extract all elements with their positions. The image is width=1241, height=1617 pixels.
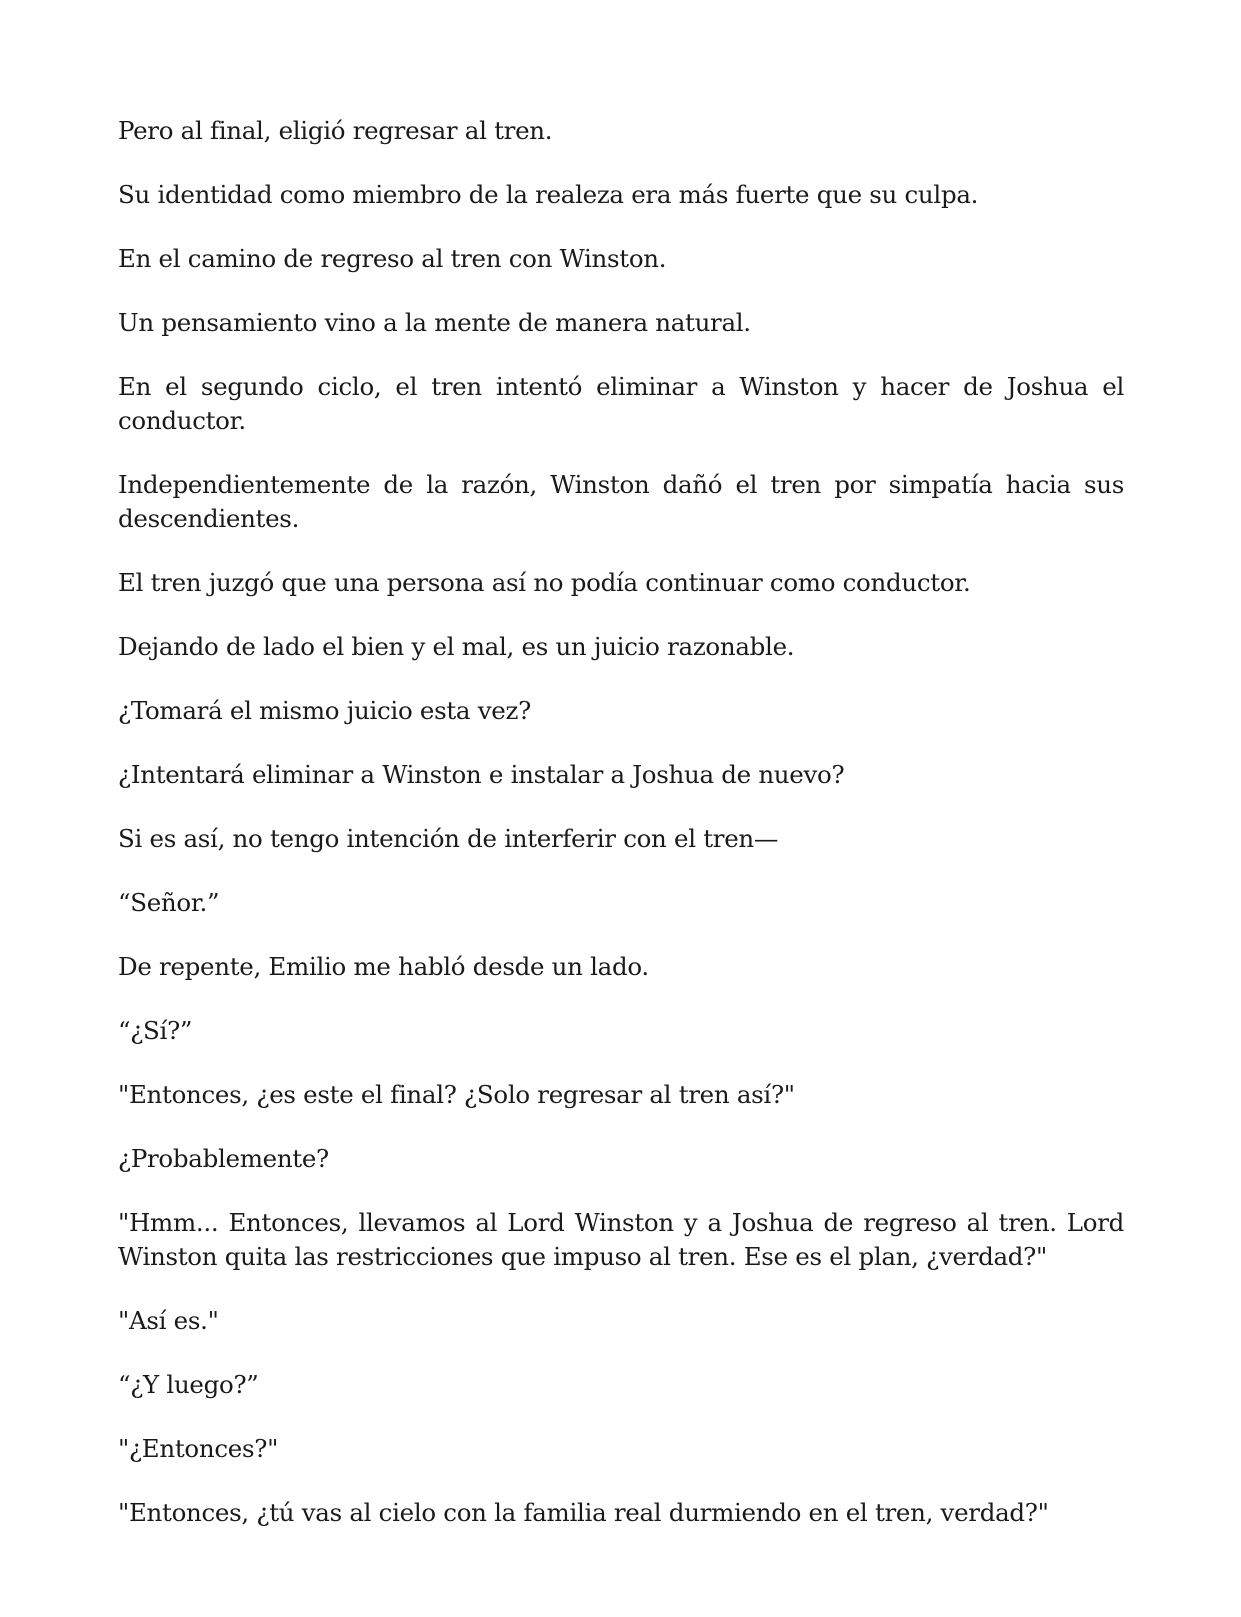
paragraph: "Entonces, ¿tú vas al cielo con la familia real durmiendo en el tren, verdad?"	[118, 1498, 1049, 1527]
paragraph: "¿Entonces?"	[118, 1434, 279, 1463]
paragraph: Pero al final, eligió regresar al tren.	[118, 116, 553, 145]
paragraph: Un pensamiento vino a la mente de manera natural.	[118, 308, 751, 337]
paragraph: ¿Tomará el mismo juicio esta vez?	[118, 696, 531, 725]
paragraph: Dejando de lado el bien y el mal, es un juicio razonable.	[118, 632, 795, 661]
paragraph: En el segundo ciclo, el tren intentó eliminar a Winston y hacer de Joshua el conductor.	[118, 372, 1124, 435]
paragraph: “Señor.”	[118, 888, 220, 917]
paragraph: Su identidad como miembro de la realeza era más fuerte que su culpa.	[118, 180, 979, 209]
document-body	[118, 114, 1124, 1560]
paragraph: ¿Intentará eliminar a Winston e instalar a Joshua de nuevo?	[118, 760, 845, 789]
paragraph: En el camino de regreso al tren con Winston.	[118, 244, 667, 273]
paragraph: "Hmm... Entonces, llevamos al Lord Winston y a Joshua de regreso al tren. Lord Winston quita las restricciones que impuso al tren. Ese es el plan, ¿verdad?"	[118, 1208, 1124, 1271]
paragraph: ¿Probablemente?	[118, 1144, 329, 1173]
paragraph: De repente, Emilio me habló desde un lado.	[118, 952, 649, 981]
paragraph: Independientemente de la razón, Winston dañó el tren por simpatía hacia sus descendientes.	[118, 470, 1124, 533]
paragraph: Si es así, no tengo intención de interferir con el tren—	[118, 824, 779, 853]
paragraph: "Entonces, ¿es este el final? ¿Solo regresar al tren así?"	[118, 1080, 795, 1109]
paragraph: "Así es."	[118, 1306, 219, 1335]
paragraph: “¿Sí?”	[118, 1016, 193, 1045]
paragraph: “¿Y luego?”	[118, 1370, 259, 1399]
paragraph: El tren juzgó que una persona así no podía continuar como conductor.	[118, 568, 971, 597]
